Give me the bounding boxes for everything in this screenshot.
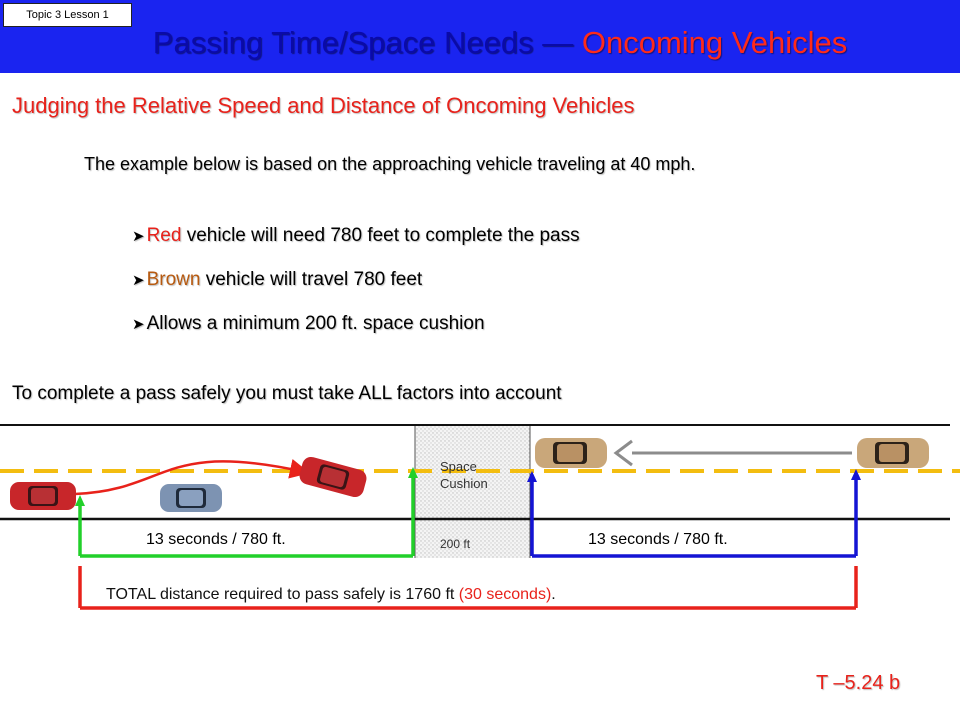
cushion-distance-label: 200 ft: [440, 537, 471, 551]
left-segment-label: 13 seconds / 780 ft.: [146, 531, 286, 548]
bullet-highlight: Red: [146, 225, 182, 246]
intro-text: The example below is based on the approaching vehicle traveling at 40 mph.: [84, 154, 696, 174]
total-time: (30 seconds): [458, 586, 552, 603]
red-car-start-icon: [10, 482, 76, 510]
slide-subtitle: Judging the Relative Speed and Distance of Oncoming Vehicles: [12, 93, 635, 118]
bullet-item: [132, 266, 832, 310]
bullet-text: vehicle will travel 780 feet: [200, 269, 423, 290]
bullet-highlight: Brown: [146, 269, 201, 290]
bullet-item: [132, 310, 832, 354]
slide-title: [0, 20, 960, 66]
total-end: .: [551, 586, 556, 603]
title-accent: Oncoming Vehicles: [581, 25, 848, 60]
arrow-bullet-icon: ➤: [132, 316, 145, 333]
brown-car-far-icon: [857, 438, 929, 468]
factors-text: To complete a pass safely you must take ALL factors into account: [12, 383, 562, 404]
bullet-text: Allows a minimum 200 ft. space cushion: [146, 313, 485, 334]
green-arrowhead-left: [75, 495, 85, 506]
arrow-bullet-icon: ➤: [132, 272, 145, 289]
bullet-text: vehicle will need 780 feet to complete the pass: [181, 225, 580, 246]
title-main: Passing Time/Space Needs —: [152, 25, 574, 60]
bullet-item: [132, 222, 832, 266]
right-segment-label: 13 seconds / 780 ft.: [588, 531, 728, 548]
topic-lesson-badge: Topic 3 Lesson 1: [3, 3, 132, 27]
oncoming-direction-arrow: [616, 441, 852, 465]
brown-car-near-icon: [535, 438, 607, 468]
space-cushion-label: Space Cushion: [440, 459, 488, 491]
total-text: TOTAL distance required to pass safely is 1760 ft: [106, 586, 455, 603]
slide-number: T –5.24 b: [816, 672, 901, 694]
bullet-list: [132, 222, 832, 354]
red-car-passing-icon: [298, 455, 369, 499]
blue-car-icon: [160, 484, 222, 512]
total-distance-label: [106, 585, 556, 605]
arrow-bullet-icon: ➤: [132, 228, 145, 245]
